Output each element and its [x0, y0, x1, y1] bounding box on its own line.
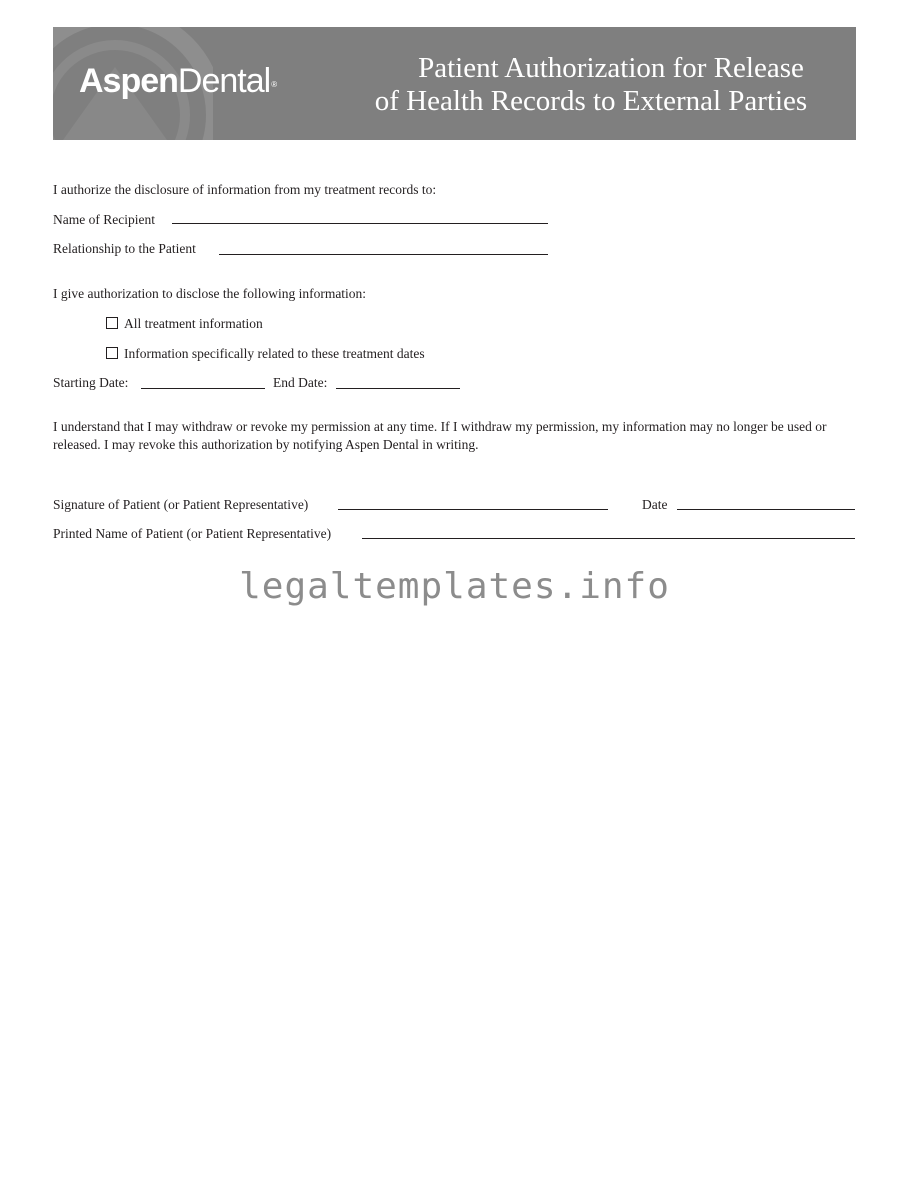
- logo-text-aspen: Aspen: [79, 62, 178, 100]
- recipient-field[interactable]: [172, 223, 548, 224]
- document-title-line2: of Health Records to External Parties: [374, 85, 808, 117]
- date-field[interactable]: [677, 509, 855, 510]
- logo-trademark: ®: [271, 80, 277, 89]
- printed-name-label: Printed Name of Patient (or Patient Representative): [53, 526, 332, 541]
- aspen-dental-logo: [79, 61, 276, 101]
- relationship-label: Relationship to the Patient: [53, 241, 196, 256]
- starting-date-field[interactable]: [141, 388, 265, 389]
- document-title: [326, 52, 856, 118]
- starting-date-label: Starting Date:: [53, 375, 129, 390]
- recipient-label: Name of Recipient: [53, 212, 155, 227]
- watermark-text: legaltemplates.info: [239, 566, 670, 607]
- option-all-treatment-label: All treatment information: [124, 316, 263, 331]
- specific-dates-checkbox[interactable]: [106, 347, 118, 359]
- option-specific-dates: [106, 345, 425, 363]
- signature-field[interactable]: [338, 509, 608, 510]
- option-all-treatment: [106, 315, 263, 333]
- all-treatment-checkbox[interactable]: [106, 317, 118, 329]
- date-label: Date: [642, 497, 668, 512]
- printed-name-field[interactable]: [362, 538, 855, 539]
- relationship-field[interactable]: [219, 254, 548, 255]
- document-header: [53, 27, 856, 140]
- option-specific-dates-label: Information specifically related to these treatment dates: [124, 346, 425, 361]
- authorization-intro: I give authorization to disclose the following information:: [53, 286, 367, 301]
- logo-text-dental: Dental: [177, 62, 271, 100]
- end-date-label: End Date:: [273, 375, 328, 390]
- revocation-paragraph: I understand that I may withdraw or revoke my permission at any time. If I withdraw my permission, my information may no longer be used or released. I may revoke this authorization by notifying Aspen Dental in writing.: [53, 419, 827, 452]
- signature-label: Signature of Patient (or Patient Representative): [53, 497, 309, 512]
- disclosure-intro: I authorize the disclosure of information from my treatment records to:: [53, 182, 437, 197]
- document-title-line1: Patient Authorization for Release: [418, 52, 804, 84]
- end-date-field[interactable]: [336, 388, 460, 389]
